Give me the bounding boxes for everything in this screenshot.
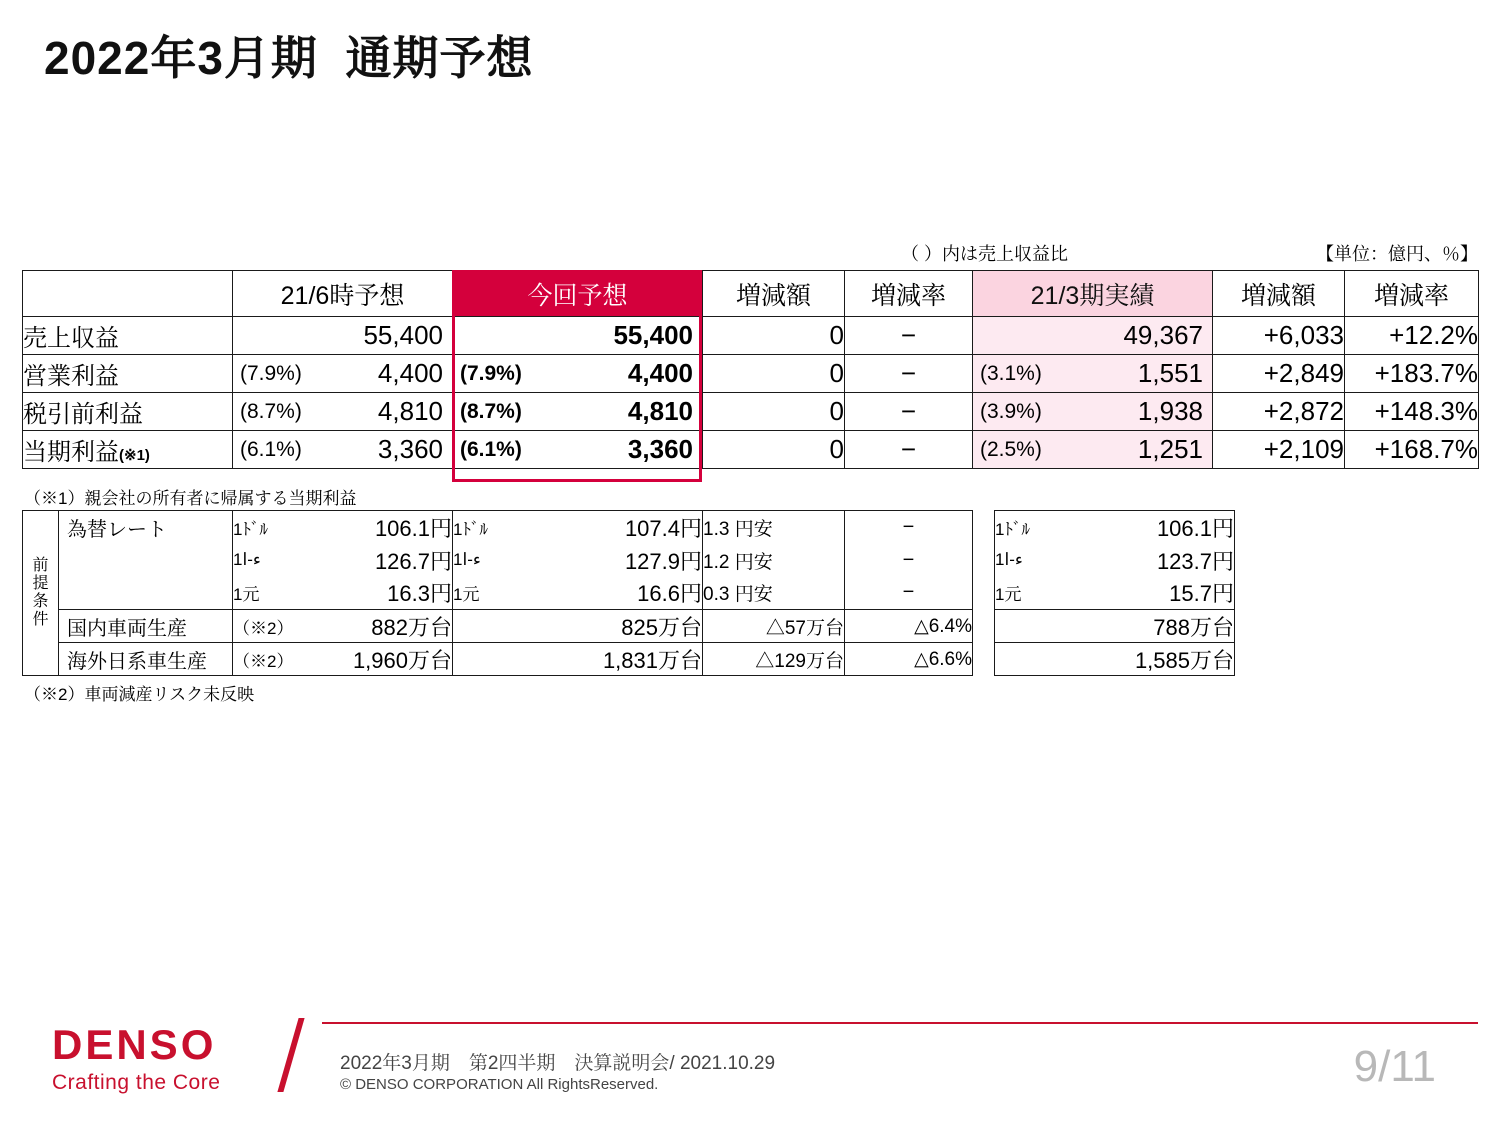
assumption-name: 国内車両生産 <box>59 610 233 643</box>
cell-diff-rate-2: +148.3% <box>1345 393 1479 431</box>
prev-unit: （※2） <box>233 610 333 643</box>
assumption-row <box>23 610 1235 643</box>
assumption-name: 海外日系車生産 <box>59 643 233 676</box>
actual-unit: 1ﺀ-ﺍ <box>995 544 1095 577</box>
note-unit: 【単位：億円、％】 <box>1316 244 1478 264</box>
assumption-row <box>23 643 1235 676</box>
actual-value: 123.7円 <box>1095 544 1235 577</box>
forecast-table <box>22 270 1479 469</box>
footer-divider <box>322 1022 1478 1024</box>
diff-rate: − <box>845 577 973 610</box>
cell-diff-rate-1: − <box>845 317 973 355</box>
cell-diff-rate-2: +12.2% <box>1345 317 1479 355</box>
row-label-text: 売上収益 <box>23 325 119 352</box>
actual-unit: 1元 <box>995 577 1095 610</box>
diff-value: △57万台 <box>703 610 845 643</box>
prev-value: 882万台 <box>333 610 453 643</box>
page-number: 9/11 <box>1353 1042 1436 1091</box>
prev-value: 1,960万台 <box>333 643 453 676</box>
now-unit <box>453 610 549 643</box>
diff-value: 1.3 円安 <box>703 511 845 544</box>
now-unit: 1ﺀ-ﺍ <box>453 544 549 577</box>
row-label <box>23 317 233 355</box>
actual-unit <box>995 643 1095 676</box>
cell-diff-amount-2: +6,033 <box>1213 317 1345 355</box>
prev-value: 106.1円 <box>333 511 453 544</box>
cell-now-forecast <box>453 393 703 431</box>
diff-value: 0.3 円安 <box>703 577 845 610</box>
actual-value: 106.1円 <box>1095 511 1235 544</box>
footnote-2: （※2）車両減産リスク未反映 <box>24 685 255 704</box>
now-value: 825万台 <box>549 610 703 643</box>
cell-actual <box>973 317 1213 355</box>
now-unit: 1元 <box>453 577 549 610</box>
cell-now-forecast <box>453 355 703 393</box>
cell-diff-amount-2: +2,849 <box>1213 355 1345 393</box>
prev-value: 126.7円 <box>333 544 453 577</box>
row-label-text: 当期利益 <box>23 439 119 466</box>
diff-rate: △6.4% <box>845 610 973 643</box>
cell-actual-value: 49,367 <box>1123 320 1203 350</box>
prev-unit: 1ﺀ-ﺍ <box>233 544 333 577</box>
header-prev-forecast: 21/6時予想 <box>233 271 453 317</box>
actual-unit: 1ﾄﾞﾙ <box>995 511 1095 544</box>
diff-rate: − <box>845 511 973 544</box>
prev-unit: （※2） <box>233 643 333 676</box>
header-now-forecast: 今回予想 <box>453 271 703 317</box>
cell-prev-pct: (6.1%) <box>240 437 302 461</box>
diff-rate: − <box>845 544 973 577</box>
cell-now-value: 3,360 <box>627 434 693 464</box>
logo-tagline: Crafting the Core <box>52 1071 221 1094</box>
cell-now-forecast <box>453 317 703 355</box>
actual-value: 1,585万台 <box>1095 643 1235 676</box>
footnote-1: （※1）親会社の所有者に帰属する当期利益 <box>24 489 357 508</box>
row-label <box>23 355 233 393</box>
header-diff-rate-1: 増減率 <box>845 271 973 317</box>
cell-actual-value: 1,551 <box>1137 358 1203 388</box>
cell-diff-amount-2: +2,872 <box>1213 393 1345 431</box>
now-unit: 1ﾄﾞﾙ <box>453 511 549 544</box>
prev-value: 16.3円 <box>333 577 453 610</box>
row-label <box>23 393 233 431</box>
actual-value: 788万台 <box>1095 610 1235 643</box>
cell-diff-amount-2: +2,109 <box>1213 431 1345 469</box>
prev-unit: 1元 <box>233 577 333 610</box>
now-value: 16.6円 <box>549 577 703 610</box>
cell-diff-rate-1: − <box>845 393 973 431</box>
table-row <box>23 317 1479 355</box>
cell-diff-amount-1: 0 <box>703 317 845 355</box>
cell-prev-forecast <box>233 393 453 431</box>
actual-unit <box>995 610 1095 643</box>
cell-diff-amount-1: 0 <box>703 355 845 393</box>
table-row <box>23 393 1479 431</box>
cell-now-value: 55,400 <box>613 320 693 350</box>
assumption-row <box>23 577 1235 610</box>
now-value: 107.4円 <box>549 511 703 544</box>
cell-prev-forecast <box>233 355 453 393</box>
cell-actual <box>973 355 1213 393</box>
actual-value: 15.7円 <box>1095 577 1235 610</box>
assumption-row <box>23 544 1235 577</box>
now-value: 127.9円 <box>549 544 703 577</box>
cell-prev-value: 4,400 <box>377 358 443 388</box>
row-label-text: 営業利益 <box>23 363 119 390</box>
cell-diff-amount-1: 0 <box>703 431 845 469</box>
table-row <box>23 355 1479 393</box>
assumptions-vertical-label: 前 提 条 件 <box>23 511 59 676</box>
cell-now-pct: (6.1%) <box>460 437 522 461</box>
assumption-name <box>59 577 233 610</box>
assumption-name: 為替レート <box>59 511 233 544</box>
cell-now-forecast <box>453 431 703 469</box>
table-header-row <box>23 271 1479 317</box>
now-value: 1,831万台 <box>549 643 703 676</box>
cell-diff-amount-1: 0 <box>703 393 845 431</box>
cell-now-value: 4,400 <box>627 358 693 388</box>
footer-copyright: © DENSO CORPORATION All RightsReserved. <box>340 1076 659 1093</box>
cell-prev-value: 3,360 <box>377 434 443 464</box>
diff-value: 1.2 円安 <box>703 544 845 577</box>
assumptions-table <box>22 510 1235 676</box>
note-revenue-ratio: （ ）内は売上収益比 <box>900 244 1068 264</box>
diff-rate: △6.6% <box>845 643 973 676</box>
cell-prev-forecast <box>233 317 453 355</box>
header-diff-amount-1: 増減額 <box>703 271 845 317</box>
logo-wordmark: DENSO <box>52 1021 217 1068</box>
cell-actual-pct: (3.1%) <box>980 361 1042 385</box>
cell-actual-value: 1,938 <box>1137 396 1203 426</box>
footer-meeting-info: 2022年3月期 第2四半期 決算説明会/ 2021.10.29 <box>340 1053 776 1074</box>
header-blank <box>23 271 233 317</box>
page-title: 2022年3月期 通期予想 <box>44 32 534 84</box>
diff-value: △129万台 <box>703 643 845 676</box>
cell-diff-rate-2: +183.7% <box>1345 355 1479 393</box>
cell-prev-value: 55,400 <box>363 320 443 350</box>
header-actual: 21/3期実績 <box>973 271 1213 317</box>
header-diff-amount-2: 増減額 <box>1213 271 1345 317</box>
cell-now-pct: (7.9%) <box>460 361 522 385</box>
cell-prev-value: 4,810 <box>377 396 443 426</box>
cell-actual <box>973 393 1213 431</box>
cell-now-pct: (8.7%) <box>460 399 522 423</box>
cell-prev-pct: (7.9%) <box>240 361 302 385</box>
row-label-footnote-ref: (※1) <box>119 447 150 464</box>
cell-actual-value: 1,251 <box>1137 434 1203 464</box>
header-diff-rate-2: 増減率 <box>1345 271 1479 317</box>
row-label-text: 税引前利益 <box>23 401 143 428</box>
table-row <box>23 431 1479 469</box>
cell-diff-rate-2: +168.7% <box>1345 431 1479 469</box>
cell-actual-pct: (2.5%) <box>980 437 1042 461</box>
cell-actual <box>973 431 1213 469</box>
cell-now-value: 4,810 <box>627 396 693 426</box>
now-unit <box>453 643 549 676</box>
cell-prev-forecast <box>233 431 453 469</box>
prev-unit: 1ﾄﾞﾙ <box>233 511 333 544</box>
cell-diff-rate-1: − <box>845 355 973 393</box>
assumption-row <box>23 511 1235 544</box>
row-label <box>23 431 233 469</box>
cell-prev-pct: (8.7%) <box>240 399 302 423</box>
cell-diff-rate-1: − <box>845 431 973 469</box>
denso-logo <box>52 1021 292 1094</box>
cell-actual-pct: (3.9%) <box>980 399 1042 423</box>
assumption-name <box>59 544 233 577</box>
